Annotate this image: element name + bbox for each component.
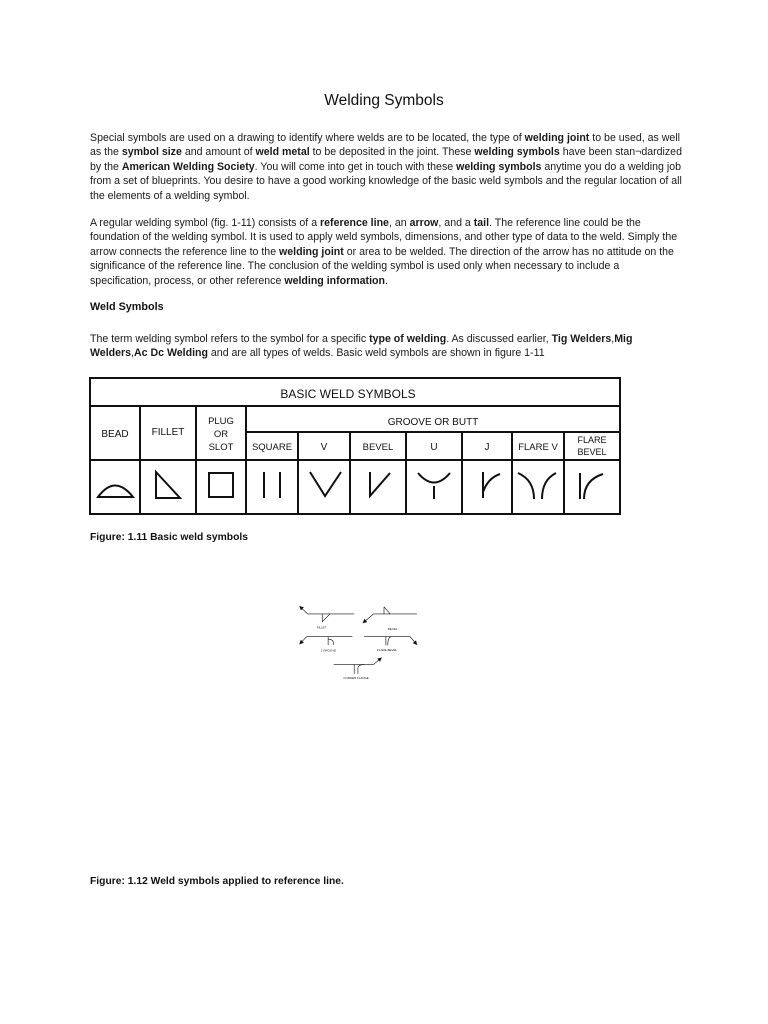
u-groove-symbol [418, 473, 450, 499]
label-flare-bevel: FLARE-BEVEL [377, 647, 398, 652]
bold-term: American Welding Society [121, 160, 255, 173]
text-run: , and a [438, 217, 474, 229]
section-heading-weld-symbols: Weld Symbols [90, 301, 164, 313]
j-groove-example [300, 637, 353, 645]
plug-slot-symbol [209, 473, 233, 497]
column-header-j: J [484, 442, 490, 453]
text-run: , an [388, 217, 410, 229]
page-title: Welding Symbols [324, 92, 444, 109]
label-corner-flange: CORNER FLANGE [343, 676, 369, 681]
bold-term: reference line [320, 217, 389, 229]
text-run: have been stan¬dardized by the [90, 146, 682, 173]
text-run: A regular welding symbol (fig. 1-11) consists of a [90, 217, 321, 229]
reference-line-examples-figure [0, 600, 768, 870]
bold-term: Tig Welders [551, 333, 612, 345]
text-run: Special symbols are used on a drawing to identify where welds are to be located, the type of [90, 132, 525, 144]
text-run: and amount of [181, 146, 256, 159]
column-header-flare-bevel: FLARE BEVEL [577, 435, 607, 457]
figure-caption-1-12: Figure: 1.12 Weld symbols applied to reference line. [90, 876, 344, 887]
text-run: to be used, as well as the [90, 132, 681, 159]
label-fillet: FILLET [316, 625, 327, 630]
bold-term: weld metal [255, 146, 310, 159]
bold-term: Mig Welders [90, 333, 633, 360]
flare-bevel-symbol [580, 473, 603, 499]
text-run: . As discussed earlier, [446, 333, 552, 345]
intro-paragraph [90, 131, 682, 203]
basic-weld-symbols-table [88, 376, 624, 518]
bead-symbol [98, 486, 133, 498]
bevel-groove-symbol [370, 472, 390, 496]
label-bevel: BEVEL [387, 626, 398, 631]
column-header-u: U [430, 442, 438, 453]
fillet-example [300, 606, 355, 622]
flare-v-symbol [518, 473, 556, 499]
bold-term: welding information [284, 274, 385, 287]
column-header-plug-or-slot: PLUG OR SLOT [208, 416, 234, 453]
text-run: and are all types of welds. Basic weld symbols are shown in figure 1-11 [207, 347, 545, 360]
table-title: BASIC WELD SYMBOLS [280, 387, 416, 401]
corner-flange-example [334, 658, 382, 674]
column-header-fillet: FILLET [151, 427, 185, 438]
bold-term: Ac Dc Welding [133, 347, 208, 360]
bold-term: type of welding [369, 333, 447, 345]
text-run: . The reference line could be the foundation of the welding symbol. It is used to apply weld symbols, dimensions, and other type of data to the weld. Simply the arrow connects the reference line to the [90, 217, 678, 258]
bold-term: arrow [409, 217, 439, 229]
column-header-v: V [320, 442, 328, 453]
text-run: , [131, 347, 134, 360]
column-header-bead: BEAD [101, 429, 129, 440]
text-run: . [384, 274, 388, 287]
v-groove-symbol [310, 472, 341, 496]
bold-term: welding joint [524, 132, 590, 144]
bold-term: symbol size [121, 146, 182, 159]
j-groove-symbol [483, 472, 500, 498]
text-run: The term welding symbol refers to the symbol for a specific [90, 333, 370, 345]
bold-term: welding symbols [456, 160, 542, 173]
text-run: , [611, 333, 615, 345]
bevel-example [363, 607, 417, 623]
text-run: . You will come into get in touch with these [254, 160, 457, 173]
flare-bevel-example [364, 637, 417, 646]
column-header-square: SQUARE [251, 442, 293, 453]
label-j-groove: J-GROOVE [320, 648, 337, 653]
square-groove-symbol [264, 472, 280, 498]
bold-term: tail [473, 217, 490, 229]
text-run: to be deposited in the joint. These [309, 146, 475, 159]
text-run: anytime you do a welding job from a set of blueprints. You desire to have a good working knowledge of the basic weld symbols and the regular location of all the elements of a welding symbol. [90, 160, 682, 202]
column-header-bevel: BEVEL [362, 442, 394, 453]
fillet-symbol [156, 472, 180, 498]
text-run: or area to be welded. The direction of the arrow has no attitude on the significance of the reference line. The conclusion of the welding symbol is used only when necessary to include a specification, process, or other reference [90, 245, 674, 287]
column-header-flare-v: FLARE V [518, 442, 558, 453]
weld-symbols-paragraph [90, 332, 682, 361]
figure-caption-1-11: Figure: 1.11 Basic weld symbols [90, 532, 248, 543]
bold-term: welding joint [279, 245, 344, 258]
group-header-groove-or-butt: GROOVE OR BUTT [387, 417, 479, 428]
bold-term: welding symbols [474, 146, 560, 159]
reference-line-paragraph [90, 216, 682, 288]
